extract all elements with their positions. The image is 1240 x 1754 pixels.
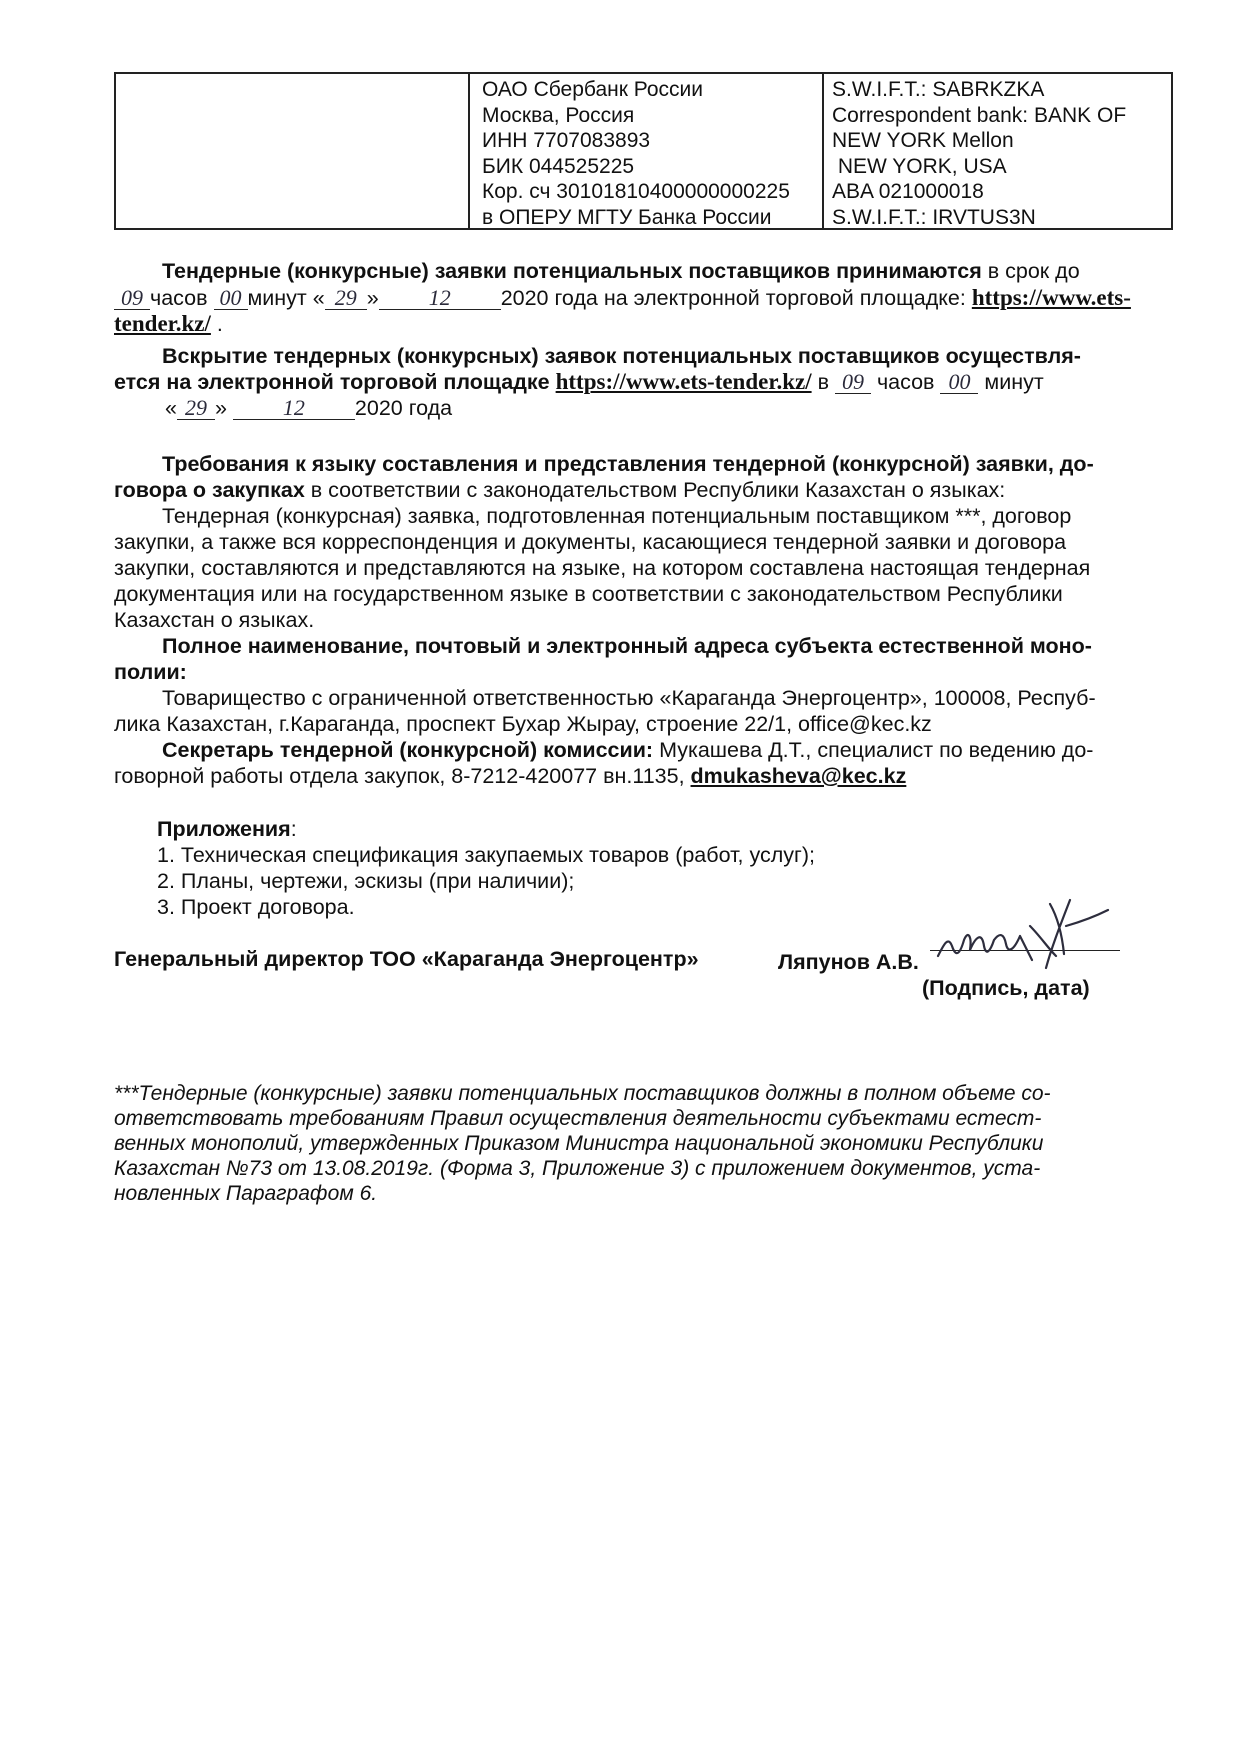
appendix-item: 1. Техническая спецификация закупаемых товаров (работ, услуг); (157, 843, 816, 867)
bank-line: ABA 021000018 (832, 180, 984, 203)
bank-table-correspondent-cell (824, 74, 1171, 228)
appendix-item: 2. Планы, чертежи, эскизы (при наличии); (157, 869, 575, 893)
deadline-line-3 (114, 311, 223, 337)
secretary-line-2: говорной работы отдела закупок, 8-7212-420077 вн.1135, dmukasheva@kec.kz (114, 764, 907, 788)
bank-table-empty-cell (116, 74, 470, 228)
opening-line-1 (162, 343, 1081, 369)
secretary-email-link[interactable]: dmukasheva@kec.kz (690, 764, 907, 788)
appendix-item: 3. Проект договора. (157, 895, 355, 919)
deadline-hours-handwritten: 09 (114, 287, 150, 310)
secretary-label: Секретарь тендерной (конкурсной) комиссии: (162, 738, 654, 762)
language-body-line: закупки, а также вся корреспонденция и документы, касающиеся тендерной заявки и договора (114, 530, 1067, 554)
ets-tender-link[interactable]: https://www.ets-tender.kz/ (555, 369, 812, 394)
secretary-text: Мукашева Д.Т., специалист по ведению до- (653, 738, 1094, 762)
bank-line: Correspondent bank: BANK OF (832, 103, 1127, 127)
footnote-line: Казахстан №73 от 13.08.2019г. (Форма 3, Приложение 3) с приложением документов, уста- (114, 1157, 1041, 1180)
bank-line: NEW YORK Mellon (832, 129, 1014, 152)
deadline-line-1 (162, 258, 1080, 284)
opening-minutes-word: минут (978, 370, 1044, 394)
opening-year-text: 2020 года (354, 396, 453, 420)
language-heading-line-1: Требования к языку составления и представления тендерной (конкурсной) заявки, до- (162, 452, 1094, 476)
deadline-lead-rest: в срок до (981, 259, 1080, 283)
language-body-line: закупки, составляются и представляются на языке, на котором составлена настоящая тендерная (114, 556, 1091, 580)
signature-caption: (Подпись, дата) (922, 976, 1090, 1000)
ets-tender-link-part1[interactable]: https://www.ets- (971, 285, 1131, 310)
appendices-heading: Приложения: (157, 817, 297, 841)
bank-line: в ОПЕРУ МГТУ Банка России (482, 205, 772, 229)
bank-details-table (114, 72, 1173, 230)
entity-heading-line-2: полии: (114, 660, 187, 684)
footnote-line: новленных Параграфом 6. (114, 1182, 378, 1205)
language-body-line: Казахстан о языках. (114, 608, 315, 632)
language-heading-line-2: говора о закупках в соответствии с законодательством Республики Казахстан о языках: (114, 478, 1006, 502)
opening-hours-handwritten: 09 (835, 371, 871, 394)
bank-line: ИНН 7707083893 (482, 129, 651, 152)
bank-line: ОАО Сбербанк России (482, 78, 703, 101)
language-body-line: документация или на государственном языке в соответствии с законодательством Республики (114, 582, 1063, 606)
bank-table-domestic-cell (470, 74, 824, 228)
opening-line-3: « 29 » 12 2020 года (165, 395, 453, 420)
opening-minutes-handwritten: 00 (940, 371, 978, 394)
language-body-line: Тендерная (конкурсная) заявка, подготовленная потенциальным поставщиком ***, договор (162, 504, 1072, 528)
bank-line: S.W.I.F.T.: SABRKZKA (832, 78, 1045, 101)
footnote-line: ***Тендерные (конкурсные) заявки потенциальных поставщиков должны в полном объеме со- (114, 1082, 1051, 1105)
opening-day-handwritten: 29 (177, 397, 215, 420)
bank-line: БИК 044525225 (482, 154, 635, 178)
entity-heading-line-1: Полное наименование, почтовый и электронный адреса субъекта естественной моно- (162, 634, 1092, 658)
entity-body-line-1: Товарищество с ограниченной ответственностью «Караганда Энергоцентр», 100008, Респуб- (162, 686, 1096, 710)
deadline-year-text: 2020 года на электронной торговой площадке: (500, 286, 972, 310)
opening-line-2 (114, 369, 1044, 395)
entity-body-line-2: лика Казахстан, г.Караганда, проспект Бухар Жырау, строение 22/1, office@kec.kz (114, 712, 932, 736)
opening-heading: Вскрытие тендерных (конкурсных) заявок потенциальных поставщиков осуществля- (162, 344, 1081, 368)
signatory-position: Генеральный директор ТОО «Караганда Энергоцентр» (114, 947, 699, 971)
opening-in-word: в (811, 370, 835, 394)
secretary-line-1 (162, 737, 1093, 763)
opening-month-handwritten: 12 (233, 397, 355, 420)
signatory-name: Ляпунов А.В. (778, 950, 919, 974)
bank-line: NEW YORK, USA (832, 154, 1007, 178)
deadline-month-handwritten: 12 (379, 287, 501, 310)
bank-line: S.W.I.F.T.: IRVTUS3N (832, 205, 1036, 229)
bank-line: Москва, Россия (482, 103, 635, 127)
deadline-minutes-handwritten: 00 (214, 287, 248, 310)
bank-line: Кор. сч 30101810400000000225 (482, 180, 790, 203)
footnote-line: ответствовать требованиям Правил осуществления деятельности субъектами естест- (114, 1107, 1042, 1130)
handwritten-signature (930, 896, 1130, 976)
ets-tender-link-part2[interactable]: tender.kz/ (114, 311, 211, 336)
footnote-line: венных монополий, утвержденных Приказом Министра национальной экономики Республики (114, 1132, 1044, 1155)
deadline-minutes-word: минут « (247, 286, 325, 310)
deadline-tail: . (210, 312, 223, 336)
deadline-hours-word: часов (150, 286, 214, 310)
deadline-line-2: 09 часов 00 минут « 29 » 12 2020 года на электронной торговой площадке: https://www.ets- (114, 285, 1131, 311)
opening-heading-cont: ется на электронной торговой площадке (114, 370, 556, 394)
deadline-day-handwritten: 29 (325, 287, 367, 310)
deadline-lead: Тендерные (конкурсные) заявки потенциальных поставщиков принимаются (162, 259, 982, 283)
opening-hours-word: часов (870, 370, 941, 394)
